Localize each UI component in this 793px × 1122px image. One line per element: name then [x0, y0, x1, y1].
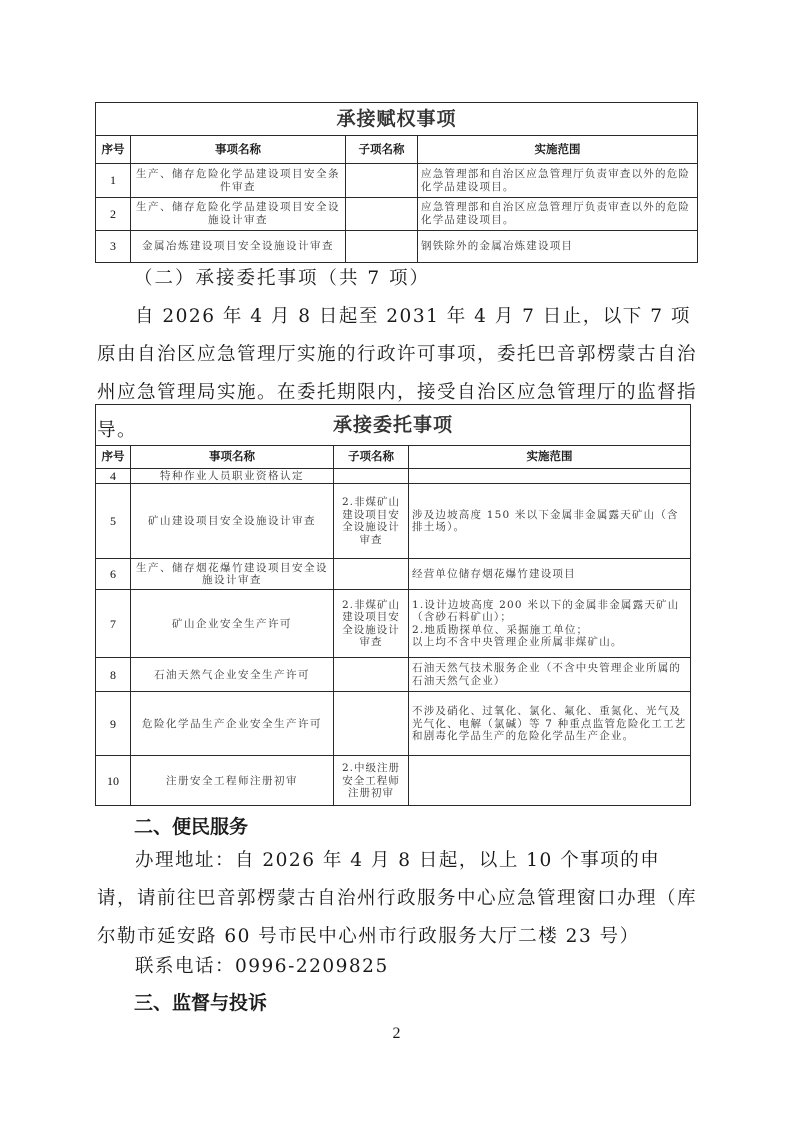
table-row [96, 484, 691, 559]
table-row [96, 756, 691, 806]
cell-scope [409, 469, 691, 484]
table-empowered-items [95, 102, 698, 263]
header-no: 序号 [96, 446, 131, 469]
cell-scope: 石油天然气技术服务企业（不含中央管理企业所属的石油天然气企业） [409, 658, 691, 692]
cell-sub-item [334, 559, 409, 590]
header-sub-item: 子项名称 [334, 446, 409, 469]
cell-no: 8 [96, 658, 131, 692]
table-body [96, 164, 698, 263]
cell-sub-item: 2.中级注册安全工程师注册初审 [334, 756, 409, 806]
paragraph-address [97, 842, 697, 956]
header-item-name: 事项名称 [131, 446, 334, 469]
table-row [96, 198, 698, 231]
table-entrusted-items [95, 404, 691, 806]
header-sub-item: 子项名称 [346, 136, 418, 164]
cell-scope: 涉及边坡高度 150 米以下金属非金属露天矿山（含排土场）。 [409, 484, 691, 559]
cell-item-name: 注册安全工程师注册初审 [131, 756, 334, 806]
table-row [96, 164, 698, 198]
cell-item-name: 矿山建设项目安全设施设计审查 [131, 484, 334, 559]
cell-no: 6 [96, 559, 131, 590]
cell-item-name: 矿山企业安全生产许可 [131, 590, 334, 658]
cell-no: 1 [96, 164, 131, 198]
table-row [96, 692, 691, 756]
phone-text: 联系电话：0996-2209825 [135, 956, 389, 977]
cell-sub-item: 2.非煤矿山建设项目安全设施设计审查 [334, 484, 409, 559]
cell-sub-item [346, 198, 418, 231]
cell-item-name: 危险化学品生产企业安全生产许可 [131, 692, 334, 756]
cell-sub-item [334, 692, 409, 756]
cell-sub-item [334, 658, 409, 692]
cell-scope: 不涉及硝化、过氧化、氯化、氟化、重氮化、光气及光气化、电解（氯碱）等 7 种重点监管危险化工工艺和剧毒化学品生产的危险化学品生产企业。 [409, 692, 691, 756]
header-no: 序号 [96, 136, 131, 164]
cell-sub-item [346, 164, 418, 198]
cell-item-name: 生产、储存危险化学品建设项目安全设施设计审查 [131, 198, 346, 231]
table-title: 承接委托事项 [96, 405, 691, 446]
subheading-entrusted: （二）承接委托事项（共 7 项） [134, 268, 431, 289]
cell-no: 7 [96, 590, 131, 658]
cell-item-name: 生产、储存危险化学品建设项目安全条件审查 [131, 164, 346, 198]
cell-scope: 应急管理部和自治区应急管理厅负责审查以外的危险化学品建设项目。 [418, 198, 698, 231]
heading-supervision: 三、监督与投诉 [134, 992, 268, 1014]
table-title: 承接赋权事项 [96, 103, 698, 136]
table-row [96, 469, 691, 484]
header-scope: 实施范围 [409, 446, 691, 469]
cell-no: 3 [96, 231, 131, 263]
cell-scope: 应急管理部和自治区应急管理厅负责审查以外的危险化学品建设项目。 [418, 164, 698, 198]
cell-item-name: 生产、储存烟花爆竹建设项目安全设施设计审查 [131, 559, 334, 590]
cell-no: 4 [96, 469, 131, 484]
cell-no: 5 [96, 484, 131, 559]
cell-scope: 1.设计边坡高度 200 米以下的金属非金属露天矿山（含砂石料矿山）； 2.地质勘探单位、采掘施工单位； 以上均不含中央管理企业所属非煤矿山。 [409, 590, 691, 658]
cell-no: 10 [96, 756, 131, 806]
cell-item-name: 石油天然气企业安全生产许可 [131, 658, 334, 692]
table-row [96, 559, 691, 590]
cell-sub-item: 2.非煤矿山建设项目安全设施设计审查 [334, 590, 409, 658]
cell-no: 2 [96, 198, 131, 231]
heading-service: 二、便民服务 [134, 816, 249, 838]
table-row [96, 231, 698, 263]
cell-item-name: 特种作业人员职业资格认定 [131, 469, 334, 484]
cell-no: 9 [96, 692, 131, 756]
table-row [96, 658, 691, 692]
header-item-name: 事项名称 [131, 136, 346, 164]
table-body [96, 469, 691, 806]
paragraph-text: 自 2026 年 4 月 8 日起至 2031 年 4 月 7 日止，以下 7 项原由自治区应急管理厅实施的行政许可事项，委托巴音郭楞蒙古自治州应急管理局实施。在委托期限内，接受自治区应急管理厅的监督指导。 [97, 306, 698, 441]
cell-scope: 经营单位储存烟花爆竹建设项目 [409, 559, 691, 590]
table-row [96, 590, 691, 658]
cell-sub-item [346, 231, 418, 263]
page-number: 2 [392, 1025, 401, 1042]
header-scope: 实施范围 [418, 136, 698, 164]
address-text: 办理地址：自 2026 年 4 月 8 日起，以上 10 个事项的申请，请前往巴音郭楞蒙古自治州行政服务中心应急管理窗口办理（库尔勒市延安路 60 号市民中心州市行政服务大厅二楼 23 号） [97, 850, 698, 947]
cell-item-name: 金属冶炼建设项目安全设施设计审查 [131, 231, 346, 263]
cell-scope [409, 756, 691, 806]
paragraph-phone [97, 948, 697, 986]
cell-scope: 钢铁除外的金属冶炼建设项目 [418, 231, 698, 263]
cell-sub-item [334, 469, 409, 484]
